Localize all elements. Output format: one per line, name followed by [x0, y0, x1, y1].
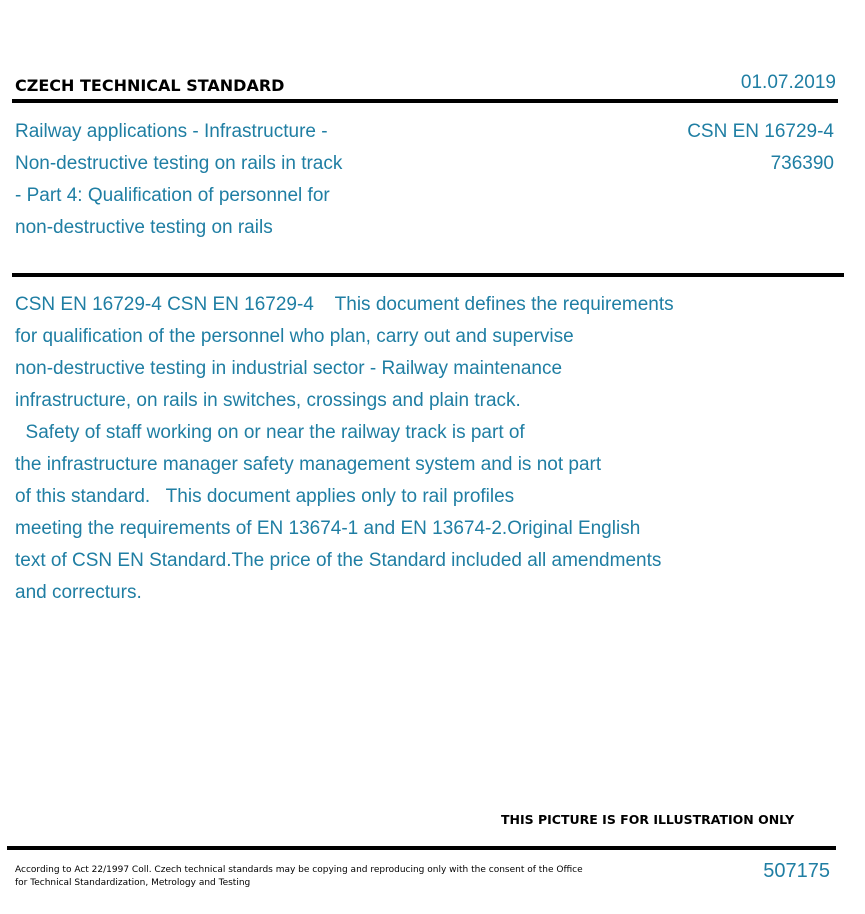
footer-rule [7, 846, 836, 850]
product-code: 507175 [763, 860, 830, 882]
abstract-line: the infrastructure manager safety management system and is not part [15, 454, 602, 475]
abstract-line: and correcturs. [15, 582, 142, 603]
legal-line: for Technical Standardization, Metrology and Testing [15, 878, 251, 888]
class-number: 736390 [770, 153, 834, 174]
document-codes [687, 116, 834, 180]
abstract [15, 289, 775, 609]
title-line: non-destructive testing on rails [15, 217, 273, 238]
abstract-line: for qualification of the personnel who plan, carry out and supervise [15, 326, 574, 347]
title-line: Non-destructive testing on rails in track [15, 153, 343, 174]
abstract-line: meeting the requirements of EN 13674-1 and EN 13674-2.Original English [15, 518, 641, 539]
abstract-line: infrastructure, on rails in switches, crossings and plain track. [15, 390, 521, 411]
title-line: - Part 4: Qualification of personnel for [15, 185, 330, 206]
abstract-line: CSN EN 16729-4 CSN EN 16729-4 This document defines the requirements [15, 294, 674, 315]
abstract-line: non-destructive testing in industrial sector - Railway maintenance [15, 358, 563, 379]
abstract-line: Safety of staff working on or near the railway track is part of [15, 422, 525, 443]
title-line: Railway applications - Infrastructure - [15, 121, 328, 142]
abstract-line: text of CSN EN Standard.The price of the Standard included all amendments [15, 550, 662, 571]
illustration-note: THIS PICTURE IS FOR ILLUSTRATION ONLY [501, 812, 795, 827]
title-rule [12, 273, 844, 277]
legal-notice [15, 864, 595, 890]
standard-code: CSN EN 16729-4 [687, 121, 834, 142]
standard-label: CZECH TECHNICAL STANDARD [15, 76, 285, 95]
legal-line: According to Act 22/1997 Coll. Czech technical standards may be copying and reproducing only with the consent of the Office [15, 865, 583, 875]
standard-date: 01.07.2019 [740, 72, 836, 93]
abstract-line: of this standard. This document applies only to rail profiles [15, 486, 515, 507]
document-title [15, 116, 415, 244]
header-rule [12, 99, 838, 103]
